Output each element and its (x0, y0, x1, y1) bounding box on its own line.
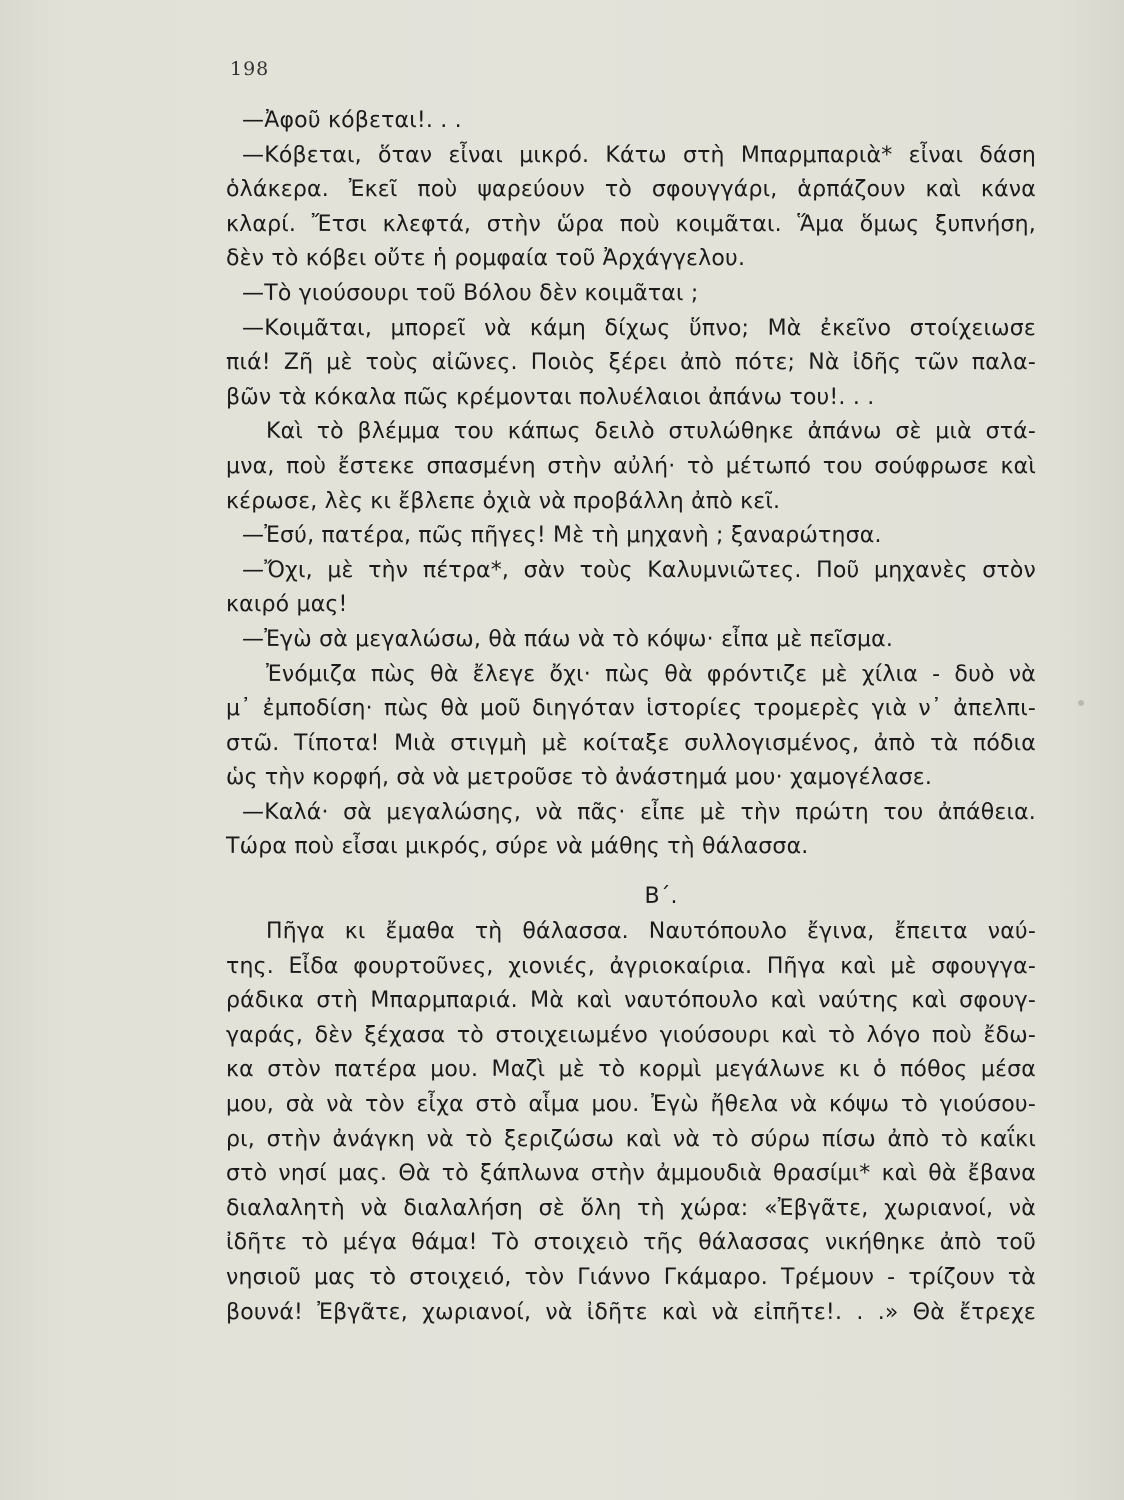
text-line: —Καλά· σὰ μεγαλώσης, νὰ πᾶς· εἶπε μὲ τὴν πρώτη του ἀπάθεια. (242, 799, 1036, 825)
text-line: στῶ. Τίποτα! Μιὰ στιγμὴ μὲ κοίταξε συλλογισμένος, ἀπὸ τὰ πόδια (226, 730, 1036, 756)
text-line: ρι, στὴν ἀνάγκη νὰ τὸ ξεριζώσω καὶ νὰ τὸ σύρω πίσω ἀπὸ τὸ καΐκι (226, 1126, 1036, 1152)
text-line: —Κοιμᾶται, μπορεῖ νὰ κάμη δίχως ὕπνο; Μὰ ἐκεῖνο στοίχειωσε (242, 315, 1036, 341)
text-line: —Τὸ γιούσουρι τοῦ Βόλου δὲν κοιμᾶται ; (242, 280, 699, 306)
text-line: κέρωσε, λὲς κι ἔβλεπε ὀχιὰ νὰ προβάλλη ἀπὸ κεῖ. (226, 488, 781, 514)
text-line: κα στὸν πατέρα μου. Μαζὶ μὲ τὸ κορμὶ μεγάλωνε κι ὁ πόθος μέσα (226, 1057, 1036, 1083)
text-line: κλαρί. Ἔτσι κλεφτά, στὴν ὥρα ποὺ κοιμᾶται. Ἅμα ὅμως ξυπνήση, (226, 211, 1036, 237)
text-line: στὸ νησί μας. Θὰ τὸ ξάπλωνα στὴν ἀμμουδιὰ θρασίμι* καὶ θὰ ἔβανα (226, 1161, 1036, 1187)
text-line: Τώρα ποὺ εἶσαι μικρός, σύρε νὰ μάθης τὴ θάλασσα. (226, 834, 809, 860)
text-line: διαλαλητὴ νὰ διαλαλήση σὲ ὅλη τὴ χώρα: «Ἐβγᾶτε, χωριανοί, νὰ (226, 1195, 1036, 1221)
text-line: βῶν τὰ κόκαλα πῶς κρέμονται πολυέλαιοι ἀπάνω του!. . . (226, 384, 875, 410)
text-line: ἰδῆτε τὸ μέγα θάμα! Τὸ στοιχειὸ τῆς θάλασσας νικήθηκε ἀπὸ τοῦ (226, 1230, 1036, 1256)
page-number: 198 (230, 58, 270, 80)
text-line: ράδικα στὴ Μπαρμπαριά. Μὰ καὶ ναυτόπουλο καὶ ναύτης καὶ σφουγ- (226, 988, 1036, 1014)
text-line: —Ὄχι, μὲ τὴν πέτρα*, σὰν τοὺς Καλυμνιῶτες. Ποῦ μηχανὲς στὸν (242, 557, 1036, 583)
text-line: πιά! Ζῆ μὲ τοὺς αἰῶνες. Ποιὸς ξέρει ἀπὸ πότε; Νὰ ἰδῆς τῶν παλα- (226, 350, 1036, 376)
text-line: μου, σὰ νὰ τὸν εἶχα στὸ αἷμα μου. Ἐγὼ ἤθελα νὰ κόψω τὸ γιούσου- (226, 1092, 1036, 1118)
body-text (226, 104, 1036, 1330)
text-line: της. Εἶδα φουρτοῦνες, χιονιές, ἀγριοκαίρια. Πῆγα καὶ μὲ σφουγγα- (226, 953, 1036, 979)
text-line: Πῆγα κι ἔμαθα τὴ θάλασσα. Ναυτόπουλο ἔγινα, ἔπειτα ναύ- (266, 919, 1036, 945)
text-line: μνα, ποὺ ἔστεκε σπασμένη στὴν αὐλή· τὸ μέτωπό του σούφρωσε καὶ (226, 453, 1036, 479)
text-line: καιρό μας! (226, 592, 348, 618)
text-line: νησιοῦ μας τὸ στοιχειό, τὸν Γιάννο Γκάμαρο. Τρέμουν - τρίζουν τὰ (226, 1265, 1036, 1290)
text-line: —Κόβεται, ὅταν εἶναι μικρό. Κάτω στὴ Μπαρμπαριὰ* εἶναι δάση (242, 142, 1036, 168)
text-line: —Ἐσύ, πατέρα, πῶς πῆγες! Μὲ τὴ μηχανὴ ; ξαναρώτησα. (242, 523, 882, 549)
text-line: ὁλάκερα. Ἐκεῖ ποὺ ψαρεύουν τὸ σφουγγάρι, ἁρπάζουν καὶ κάνα (226, 177, 1036, 203)
text-line: ὡς τὴν κορφή, σὰ νὰ μετροῦσε τὸ ἀνάστημά μου· χαμογέλασε. (226, 765, 933, 791)
text-line: —Ἐγὼ σὰ μεγαλώσω, θὰ πάω νὰ τὸ κόψω· εἶπα μὲ πεῖσμα. (242, 626, 894, 652)
paper-mark (1078, 700, 1084, 706)
text-line: γαράς, δὲν ξέχασα τὸ στοιχειωμένο γιούσουρι καὶ τὸ λόγο ποὺ ἔδω- (226, 1022, 1036, 1048)
text-line: —Ἀφοῦ κόβεται!. . . (242, 108, 462, 133)
text-line: Ἐνόμιζα πὼς θὰ ἔλεγε ὄχι· πὼς θὰ φρόντιζε μὲ χίλια - δυὸ νὰ (266, 661, 1036, 687)
text-line: Καὶ τὸ βλέμμα του κάπως δειλὸ στυλώθηκε ἀπάνω σὲ μιὰ στά- (266, 419, 1036, 445)
text-line: δὲν τὸ κόβει οὔτε ἡ ρομφαία τοῦ Ἀρχάγγελου. (226, 246, 746, 272)
text-line: μ᾽ ἐμποδίση· πὼς θὰ μοῦ διηγόταν ἱστορίες τρομερὲς γιὰ ν᾽ ἀπελπι- (226, 696, 1036, 722)
text-line: βουνά! Ἐβγᾶτε, χωριανοί, νὰ ἰδῆτε καὶ νὰ εἰπῆτε!. . .» Θὰ ἔτρεχε (226, 1299, 1036, 1325)
section-heading: Β΄. (644, 884, 678, 910)
